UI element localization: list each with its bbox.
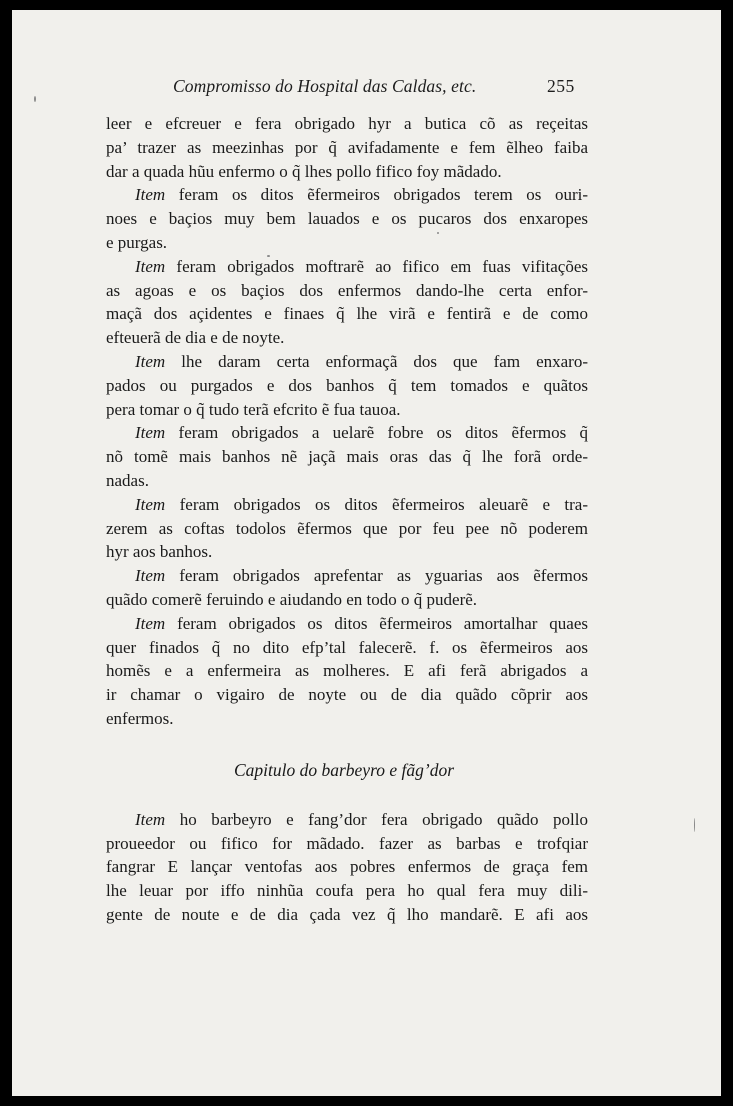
text-line (106, 612, 588, 636)
line-text: feram os ditos ẽfermeiros obrigados terem os ouri- (178, 185, 588, 205)
item-word: Item (135, 566, 166, 586)
text-line: fangrar E lançar ventofas aos pobres enfermos de graça fem (106, 857, 588, 877)
scan-speck (267, 255, 270, 257)
book-page (12, 10, 721, 1096)
paragraph (106, 255, 588, 350)
text-line: pados ou purgados e dos banhos q̃ tem tomados e quãtos (106, 375, 588, 395)
text-line (106, 808, 588, 832)
body-text (106, 112, 588, 927)
text-line (106, 564, 588, 588)
text-line: leer e efcreuer e fera obrigado hyr a butica cõ as reçeitas (106, 114, 588, 133)
text-line: zerem as coftas todolos ẽfermos que por feu pee nõ poderem (106, 518, 588, 538)
scan-speck (34, 96, 36, 102)
line-text: feram obrigados moftrarẽ ao fifico em fuas vifitações (176, 256, 588, 276)
text-line: ir chamar o vigairo de noyte ou de dia quãdo cõprir aos (106, 685, 588, 705)
line-text: feram obrigados a uelarẽ fobre os ditos ẽfermos q̃ (178, 423, 589, 443)
item-word: Item (135, 423, 166, 443)
text-line: e purgas. (106, 232, 168, 252)
text-line: quer finados q̃ no dito efp’tal falecerẽ. f. os ẽfermeiros aos (106, 637, 588, 657)
text-line (106, 255, 588, 279)
item-word: Item (135, 256, 166, 276)
text-line: maçã dos açidentes e finaes q̃ lhe virã e fentirã e de como (106, 304, 588, 324)
paragraph (106, 421, 588, 492)
text-line: noes e baçios muy bem lauados e os pucaros dos enxaropes (106, 209, 588, 229)
item-word: Item (135, 809, 166, 829)
text-line (106, 350, 588, 374)
line-text: feram obrigados os ditos ẽfermeiros aleuarẽ e tra- (179, 494, 589, 514)
paragraph (106, 183, 588, 254)
running-head (12, 76, 721, 106)
section-heading: Capitulo do barbeyro e fãg’dor (233, 759, 455, 780)
paragraph (106, 564, 588, 612)
text-line (106, 421, 588, 445)
item-word: Item (135, 185, 166, 205)
text-line: proueedor ou fifico for mãdado. fazer as barbas e trofqiar (106, 833, 588, 853)
item-word: Item (135, 494, 166, 514)
line-text: feram obrigados aprefentar as yguarias aos ẽfermos (179, 566, 588, 586)
text-line: nadas. (106, 470, 149, 490)
line-text: lhe daram certa enformaçã dos que fam enxaro- (181, 351, 589, 371)
text-line: gente de noute e de dia çada vez q̃ lho mandarẽ. E afi aos (106, 904, 588, 924)
text-line: pera tomar o q̃ tudo terã efcrito ẽ fua tauoa. (106, 399, 401, 419)
text-line: nõ tomẽ mais banhos nẽ jaçã mais oras das q̃ lhe forã orde- (106, 447, 588, 467)
paragraph (106, 350, 588, 421)
item-word: Item (135, 351, 166, 371)
scan-speck (694, 818, 695, 832)
text-line: efteuerã de dia e de noyte. (106, 328, 285, 348)
running-title: Compromisso do Hospital das Caldas, etc. (173, 76, 477, 96)
text-line: hyr aos banhos. (106, 542, 213, 562)
text-line: quãdo comerẽ feruindo e aiudando en todo o q̃ puderẽ. (106, 589, 478, 609)
item-word: Item (135, 613, 166, 633)
scan-speck (437, 232, 439, 234)
text-line: pa’ trazer as meezinhas por q̃ avifadamente e fem ẽlheo faiba (106, 137, 588, 157)
paragraph (106, 612, 588, 731)
text-line: homẽs e a enfermeira as molheres. E afi ferã abrigados a (106, 661, 588, 681)
paragraph (106, 112, 588, 183)
text-line (106, 183, 588, 207)
line-text: feram obrigados os ditos ẽfermeiros amortalhar quaes (177, 613, 588, 633)
line-text: ho barbeyro e fang’dor fera obrigado quãdo pollo (179, 809, 588, 829)
page-number: 255 (547, 76, 575, 96)
text-line: dar a quada hũu enfermo o q̃ lhes pollo fifico foy mãdado. (106, 161, 502, 181)
text-line: as agoas e os baçios dos enfermos dando-lhe certa enfor- (106, 280, 588, 300)
text-line: lhe leuar por iffo ninhũa coufa pera ho qual fera muy dili- (106, 881, 588, 901)
paragraph (106, 808, 588, 927)
paragraph (106, 493, 588, 564)
text-line (106, 493, 588, 517)
text-line: enfermos. (106, 708, 174, 728)
